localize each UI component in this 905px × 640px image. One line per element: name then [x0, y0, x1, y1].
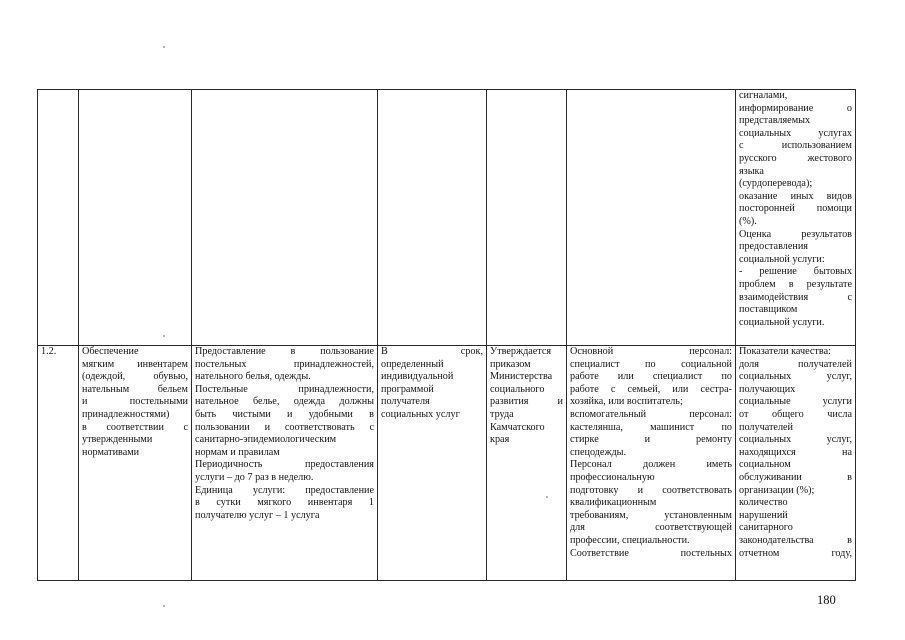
- cell-quality: [736, 90, 856, 346]
- text-line: социальных услуг,: [739, 371, 852, 383]
- text-line: находящихся на: [739, 446, 852, 458]
- text-line: в сутки мягкого инвентаря 1: [195, 497, 374, 509]
- text-line: утвержденными: [82, 434, 153, 446]
- row-number: 1.2.: [41, 346, 57, 357]
- text-line: от общего числа: [739, 408, 852, 420]
- text-line: социальном: [739, 459, 791, 471]
- text-line: Соответствие постельных: [570, 547, 732, 559]
- cell-service-name: [79, 346, 192, 581]
- text-line: подготовку и соответствовать: [570, 484, 732, 496]
- text-line: поставщиком: [739, 304, 798, 316]
- text-line: нательным бельем: [82, 383, 188, 395]
- text-line: для соответствующей: [570, 522, 732, 534]
- text-line: Постельные принадлежности,: [195, 383, 374, 395]
- text-line: пользовании и соответствовать с: [195, 421, 374, 433]
- text-line: оказание иных видов: [739, 190, 852, 202]
- cell-number: [38, 346, 79, 581]
- service-tariff: [490, 346, 563, 447]
- text-line: нормативами: [82, 446, 140, 458]
- text-line: сигналами,: [739, 90, 788, 101]
- text-line: стирке и ремонту: [570, 434, 732, 446]
- text-line: с использованием: [739, 140, 852, 152]
- table-row-1-2: [38, 346, 856, 581]
- scan-speck: [163, 46, 165, 48]
- page-number: 180: [817, 593, 836, 607]
- scan-speck: [546, 496, 548, 498]
- text-line: санитарно-эпидемиологическим: [195, 434, 337, 446]
- cell-term: [378, 346, 487, 581]
- service-name: [82, 346, 188, 459]
- text-line: труда: [490, 408, 514, 420]
- text-line: Периодичность предоставления: [195, 459, 374, 471]
- text-line: профессиональную: [570, 471, 655, 483]
- text-line: получателей: [739, 421, 794, 433]
- text-line: (одеждой, обувью,: [82, 371, 188, 383]
- text-line: Показатели качества:: [739, 346, 831, 357]
- scan-speck: [163, 605, 165, 607]
- text-line: нательного белья, одежды.: [195, 371, 311, 383]
- quality-indicators: [739, 346, 852, 560]
- text-line: Основной персонал:: [570, 346, 732, 357]
- text-line: обслуживании в: [739, 471, 852, 483]
- text-line: Обеспечение: [82, 346, 139, 357]
- text-line: законодательства в: [739, 534, 852, 546]
- text-line: получателя: [381, 396, 430, 408]
- text-line: посторонней помощи: [739, 203, 852, 215]
- cell-quality: [736, 346, 856, 581]
- text-line: количество: [739, 497, 788, 509]
- text-line: социальной услуги:: [739, 253, 825, 265]
- text-line: услуги – до 7 раз в неделю.: [195, 471, 314, 483]
- text-line: предоставления: [739, 241, 808, 253]
- text-line: социальной услуги.: [739, 316, 825, 328]
- text-line: квалификационным: [570, 497, 657, 509]
- text-line: - решение бытовых: [739, 266, 852, 278]
- cell-term: [378, 90, 487, 346]
- text-line: санитарного: [739, 522, 793, 534]
- text-line: в соответствии с: [82, 421, 188, 433]
- text-line: социальных услуг: [381, 408, 460, 420]
- text-line: вспомогательный персонал:: [570, 408, 732, 420]
- text-line: специалист по социальной: [570, 358, 732, 370]
- cell-conditions: [567, 346, 736, 581]
- text-line: хозяйка, или воспитатель;: [570, 396, 683, 408]
- text-line: отчетном году,: [739, 547, 852, 559]
- text-line: Камчатского: [490, 421, 545, 433]
- text-line: индивидуальной: [381, 371, 454, 383]
- cell-description: [192, 346, 378, 581]
- text-line: представляемых: [739, 115, 811, 127]
- text-line: Предоставление в пользование: [195, 346, 374, 357]
- service-conditions: [570, 346, 732, 560]
- text-line: Министерства: [490, 371, 553, 383]
- text-line: Оценка результатов: [739, 228, 852, 240]
- text-line: работе или специалист по: [570, 371, 732, 383]
- text-line: края: [490, 434, 510, 446]
- text-line: организации (%);: [739, 484, 815, 496]
- text-line: требованиям, установленным: [570, 509, 732, 521]
- text-line: Персонал должен иметь: [570, 459, 732, 471]
- text-line: работе с семьей, или сестра-: [570, 383, 732, 395]
- text-line: социальных услугах: [739, 127, 852, 139]
- text-line: спецодежды.: [570, 446, 627, 458]
- text-line: быть чистыми и удобными в: [195, 408, 374, 420]
- text-line: В срок,: [381, 346, 483, 357]
- service-description: [195, 346, 374, 522]
- text-line: постельных принадлежностей,: [195, 358, 374, 370]
- cell-conditions: [567, 90, 736, 346]
- text-line: проблем в результате: [739, 278, 852, 290]
- text-line: кастелянша, машинист по: [570, 421, 732, 433]
- text-line: социального: [490, 383, 545, 395]
- text-line: развития и: [490, 396, 563, 408]
- cell-service-name: [79, 90, 192, 346]
- text-line: мягким инвентарем: [82, 358, 188, 370]
- text-line: русского жестового: [739, 152, 852, 164]
- text-line: социальные услуги: [739, 396, 852, 408]
- text-line: определенный: [381, 358, 444, 370]
- table-row-continuation: [38, 90, 856, 346]
- cell-tariff: [487, 346, 567, 581]
- text-line: нарушений: [739, 509, 788, 521]
- quality-indicators-continued: [739, 90, 852, 329]
- services-table: [37, 89, 856, 581]
- text-line: Единица услуги: предоставление: [195, 484, 374, 496]
- text-line: нормам и правилам: [195, 446, 280, 458]
- text-line: профессии, специальности.: [570, 534, 690, 546]
- text-line: получателю услуг – 1 услуга: [195, 509, 320, 521]
- text-line: получающих: [739, 383, 796, 395]
- text-line: приказом: [490, 358, 531, 370]
- text-line: программой: [381, 383, 434, 395]
- service-term: [381, 346, 483, 422]
- cell-number: [38, 90, 79, 346]
- cell-tariff: [487, 90, 567, 346]
- text-line: социальных услуг,: [739, 434, 852, 446]
- cell-description: [192, 90, 378, 346]
- text-line: взаимодействия с: [739, 291, 852, 303]
- text-line: языка: [739, 165, 764, 177]
- text-line: информирование о: [739, 102, 852, 114]
- text-line: и постельными: [82, 396, 188, 408]
- scan-speck: [163, 335, 165, 337]
- text-line: нательное белье, одежда должны: [195, 396, 374, 408]
- text-line: доля получателей: [739, 358, 852, 370]
- text-line: принадлежностями): [82, 408, 170, 420]
- text-line: Утверждается: [490, 346, 552, 357]
- text-line: (%).: [739, 215, 757, 227]
- text-line: (сурдоперевода);: [739, 178, 813, 190]
